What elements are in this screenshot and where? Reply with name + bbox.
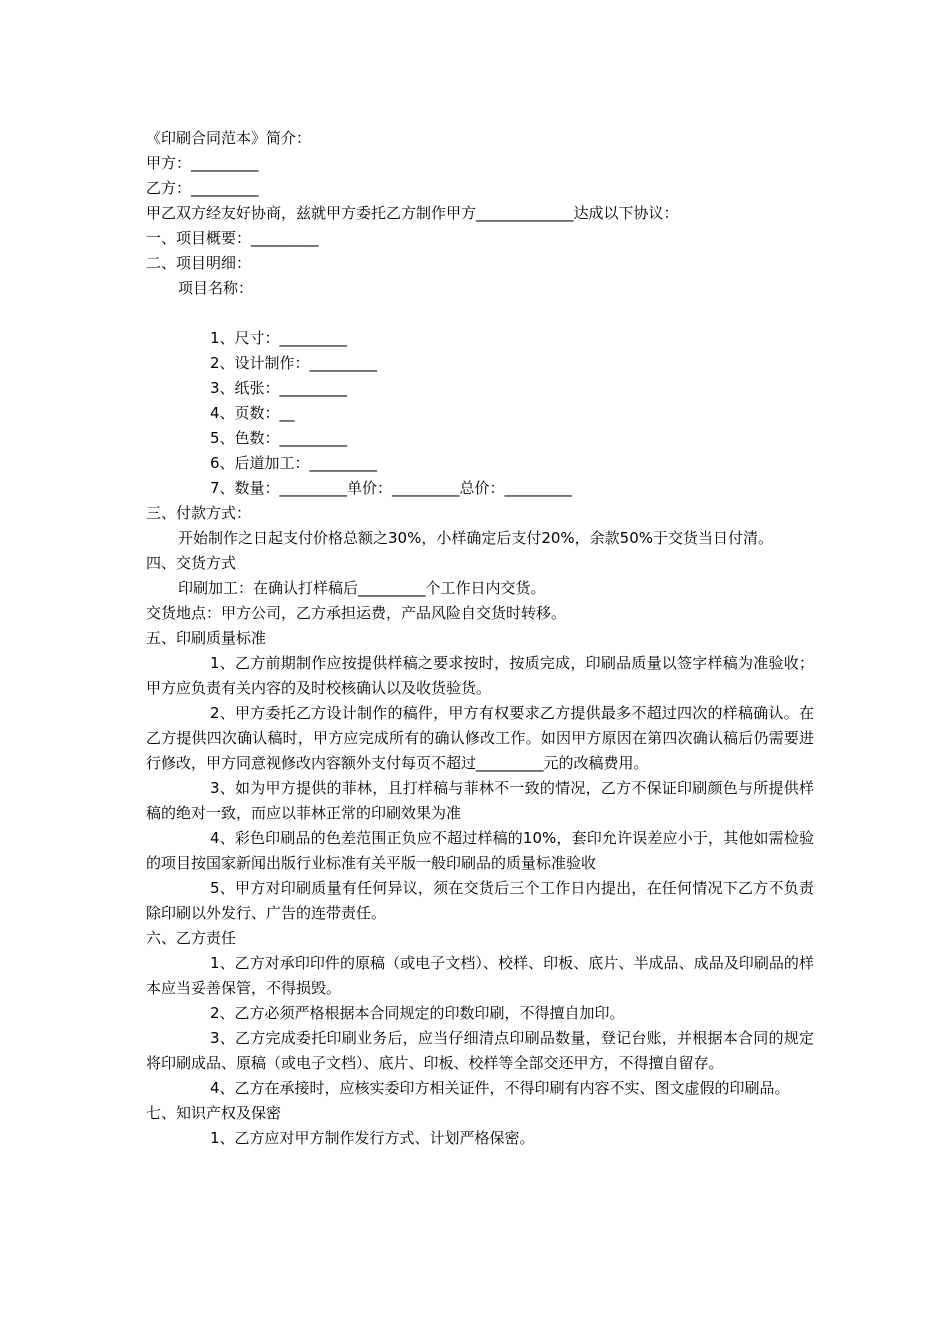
item-quantity-price: 7、数量：_________单价：_________总价：_________ (210, 479, 573, 497)
intro-line: 《印刷合同范本》简介： (146, 129, 312, 147)
payment-terms: 开始制作之日起支付价格总额之30%，小样确定后支付20%，余款50%于交货当日付清。 (178, 529, 774, 547)
responsibility-clause-1: 1、乙方对承印印件的原稿（或电子文档）、校样、印板、底片、半成品、成品及印刷品的样本应当妥善保管，不得损毁。 (146, 954, 814, 997)
item-pages: 4、页数：__ (210, 404, 295, 422)
section-3-heading: 三、付款方式： (146, 504, 252, 522)
responsibility-clause-3: 3、乙方完成委托印刷业务后，应当仔细清点印刷品数量，登记台账，并根据本合同的规定将印刷成品、原稿（或电子文档）、底片、印板、校样等全部交还甲方，不得擅自留存。 (146, 1029, 814, 1072)
quality-clause-5: 5、甲方对印刷质量有任何异议，须在交货后三个工作日内提出，在任何情况下乙方不负责除印刷以外发行、广告的连带责任。 (146, 879, 814, 922)
party-a-line: 甲方：_________ (146, 154, 259, 172)
confidentiality-clause-1: 1、乙方应对甲方制作发行方式、计划严格保密。 (210, 1129, 535, 1147)
section-6-heading: 六、乙方责任 (146, 929, 237, 947)
delivery-terms: 印刷加工：在确认打样稿后_________个工作日内交货。 (178, 579, 546, 597)
party-b-line: 乙方：_________ (146, 179, 259, 197)
responsibility-clause-4: 4、乙方在承接时，应核实委印方相关证件，不得印刷有内容不实、图文虚假的印刷品。 (210, 1079, 790, 1097)
item-finishing: 6、后道加工：_________ (210, 454, 378, 472)
item-design: 2、设计制作：_________ (210, 354, 378, 372)
section-2-heading: 二、项目明细： (146, 254, 252, 272)
responsibility-clause-2: 2、乙方必须严格根据本合同规定的印数印刷，不得擅自加印。 (210, 1004, 625, 1022)
contract-body (146, 126, 814, 1151)
item-size: 1、尺寸：_________ (210, 329, 348, 347)
blank-line (146, 301, 814, 326)
project-name-label: 项目名称： (178, 279, 254, 297)
item-colors: 5、色数：_________ (210, 429, 348, 447)
section-4-heading: 四、交货方式 (146, 554, 237, 572)
section-1-heading: 一、项目概要：_________ (146, 229, 319, 247)
quality-clause-3: 3、如为甲方提供的菲林，且打样稿与菲林不一致的情况，乙方不保证印刷颜色与所提供样稿的绝对一致，而应以菲林正常的印刷效果为准 (146, 779, 814, 822)
quality-clause-4: 4、彩色印刷品的色差范围正负应不超过样稿的10%，套印允许误差应小于，其他如需检验的项目按国家新闻出版行业标准有关平版一般印刷品的质量标准验收 (146, 829, 814, 872)
quality-clause-2: 2、甲方委托乙方设计制作的稿件，甲方有权要求乙方提供最多不超过四次的样稿确认。在乙方提供四次确认稿时，甲方应完成所有的确认修改工作。如因甲方原因在第四次确认稿后仍需要进行修改，甲方同意视修改内容额外支付每页不超过_________元的改稿费用。 (146, 704, 814, 772)
section-5-heading: 五、印刷质量标准 (146, 629, 267, 647)
agreement-line: 甲乙双方经友好协商，兹就甲方委托乙方制作甲方_____________达成以下协议： (146, 204, 679, 222)
section-7-heading: 七、知识产权及保密 (146, 1104, 282, 1122)
delivery-place: 交货地点：甲方公司，乙方承担运费，产品风险自交货时转移。 (146, 604, 567, 622)
quality-clause-1: 1、乙方前期制作应按提供样稿之要求按时，按质完成，印刷品质量以签字样稿为准验收；甲方应负责有关内容的及时校核确认以及收货验货。 (146, 654, 814, 697)
item-paper: 3、纸张：_________ (210, 379, 348, 397)
